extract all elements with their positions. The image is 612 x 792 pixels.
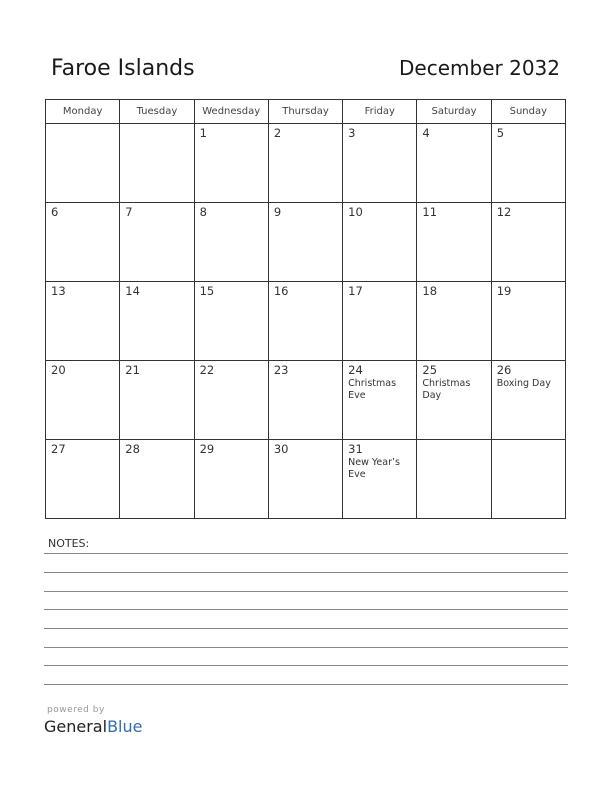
- calendar-day-cell: [491, 124, 565, 203]
- holiday-label: Christmas Day: [422, 378, 471, 401]
- calendar-day-cell: [194, 361, 268, 440]
- weekday-header: Tuesday: [120, 100, 194, 124]
- notes-label: NOTES:: [48, 537, 90, 550]
- calendar-day-cell: [417, 124, 491, 203]
- day-number: 2: [273, 126, 282, 140]
- day-number: 8: [199, 205, 207, 219]
- holiday-label: Christmas Eve: [348, 378, 397, 401]
- day-number: 19: [496, 284, 512, 298]
- notes-line: [44, 684, 568, 685]
- calendar-day-cell: [417, 361, 491, 440]
- day-number: 16: [273, 284, 289, 298]
- weekday-header: Monday: [46, 100, 120, 124]
- day-number: 20: [51, 363, 66, 377]
- calendar-day-cell: [120, 440, 194, 519]
- brand-blue-text: Blue: [107, 717, 143, 736]
- calendar-day-cell: [417, 440, 491, 519]
- calendar-day-cell: [268, 203, 342, 282]
- day-number: 14: [125, 284, 140, 298]
- holiday-label: Boxing Day: [496, 378, 551, 389]
- calendar-day-cell: [491, 361, 565, 440]
- calendar-week-row: [46, 124, 566, 203]
- holiday-label: New Year’s Eve: [348, 457, 400, 480]
- calendar-day-cell: [120, 203, 194, 282]
- day-number: 12: [496, 205, 512, 219]
- day-number: 6: [51, 205, 59, 219]
- day-number: 23: [273, 363, 289, 377]
- calendar-day-cell: [343, 203, 417, 282]
- calendar-day-cell: [194, 440, 268, 519]
- day-number: 5: [496, 126, 505, 140]
- brand-logo[interactable]: [44, 717, 142, 736]
- day-number: 24: [348, 363, 363, 377]
- day-number: 27: [51, 442, 66, 456]
- calendar-day-cell: [491, 203, 565, 282]
- day-number: 21: [125, 363, 140, 377]
- calendar-day-cell: [268, 124, 342, 203]
- calendar-day-cell: [46, 282, 120, 361]
- day-number: 28: [125, 442, 140, 456]
- day-number: 13: [51, 284, 66, 298]
- day-number: 1: [199, 126, 207, 140]
- calendar-week-row: [46, 203, 566, 282]
- calendar-week-row: [46, 282, 566, 361]
- notes-line: [44, 572, 568, 573]
- day-number: 22: [199, 363, 215, 377]
- calendar-day-cell: [417, 203, 491, 282]
- day-number: 4: [422, 126, 430, 140]
- day-number: 17: [348, 284, 363, 298]
- calendar-day-cell: [343, 440, 417, 519]
- calendar-day-cell: [194, 124, 268, 203]
- day-number: 25: [422, 363, 438, 377]
- notes-line: [44, 647, 568, 648]
- notes-line: [44, 665, 568, 666]
- calendar-week-row: [46, 440, 566, 519]
- day-number: 7: [125, 205, 133, 219]
- notes-line: [44, 609, 568, 610]
- weekday-header: Wednesday: [194, 100, 268, 124]
- weekday-header: Friday: [343, 100, 417, 124]
- calendar-day-cell: [194, 282, 268, 361]
- calendar-day-cell: [343, 282, 417, 361]
- powered-by-text: powered by: [47, 705, 105, 715]
- calendar-day-cell: [417, 282, 491, 361]
- calendar-day-cell: [120, 282, 194, 361]
- day-number: 9: [273, 205, 282, 219]
- notes-line: [44, 591, 568, 592]
- weekday-header: Sunday: [491, 100, 565, 124]
- day-number: 30: [273, 442, 289, 456]
- day-number: 11: [422, 205, 438, 219]
- day-number: 31: [348, 442, 363, 456]
- calendar-week-row: [46, 361, 566, 440]
- notes-line: [44, 628, 568, 629]
- calendar-day-cell: [46, 361, 120, 440]
- calendar-day-cell: [120, 361, 194, 440]
- calendar-day-cell: [268, 282, 342, 361]
- month-year-title: December 2032: [399, 56, 560, 80]
- brand-general-text: General: [44, 717, 108, 736]
- notes-line: [44, 553, 568, 554]
- calendar-day-cell: [46, 440, 120, 519]
- calendar-day-cell: [343, 361, 417, 440]
- day-number: 15: [199, 284, 215, 298]
- day-number: 29: [199, 442, 215, 456]
- calendar-day-cell: [491, 282, 565, 361]
- day-number: 10: [348, 205, 363, 219]
- calendar-day-cell: [491, 440, 565, 519]
- calendar-day-cell: [343, 124, 417, 203]
- day-number: 3: [348, 126, 356, 140]
- weekday-header: Thursday: [268, 100, 342, 124]
- calendar-day-cell: [120, 124, 194, 203]
- calendar-day-cell: [194, 203, 268, 282]
- calendar-day-cell: [268, 361, 342, 440]
- weekday-header: Saturday: [417, 100, 491, 124]
- day-number: 26: [496, 363, 512, 377]
- day-number: 18: [422, 284, 438, 298]
- weekday-header-row: [46, 100, 566, 124]
- calendar-day-cell: [46, 203, 120, 282]
- calendar-day-cell: [268, 440, 342, 519]
- country-title: Faroe Islands: [51, 56, 195, 81]
- calendar-grid: [45, 99, 566, 519]
- calendar-day-cell: [46, 124, 120, 203]
